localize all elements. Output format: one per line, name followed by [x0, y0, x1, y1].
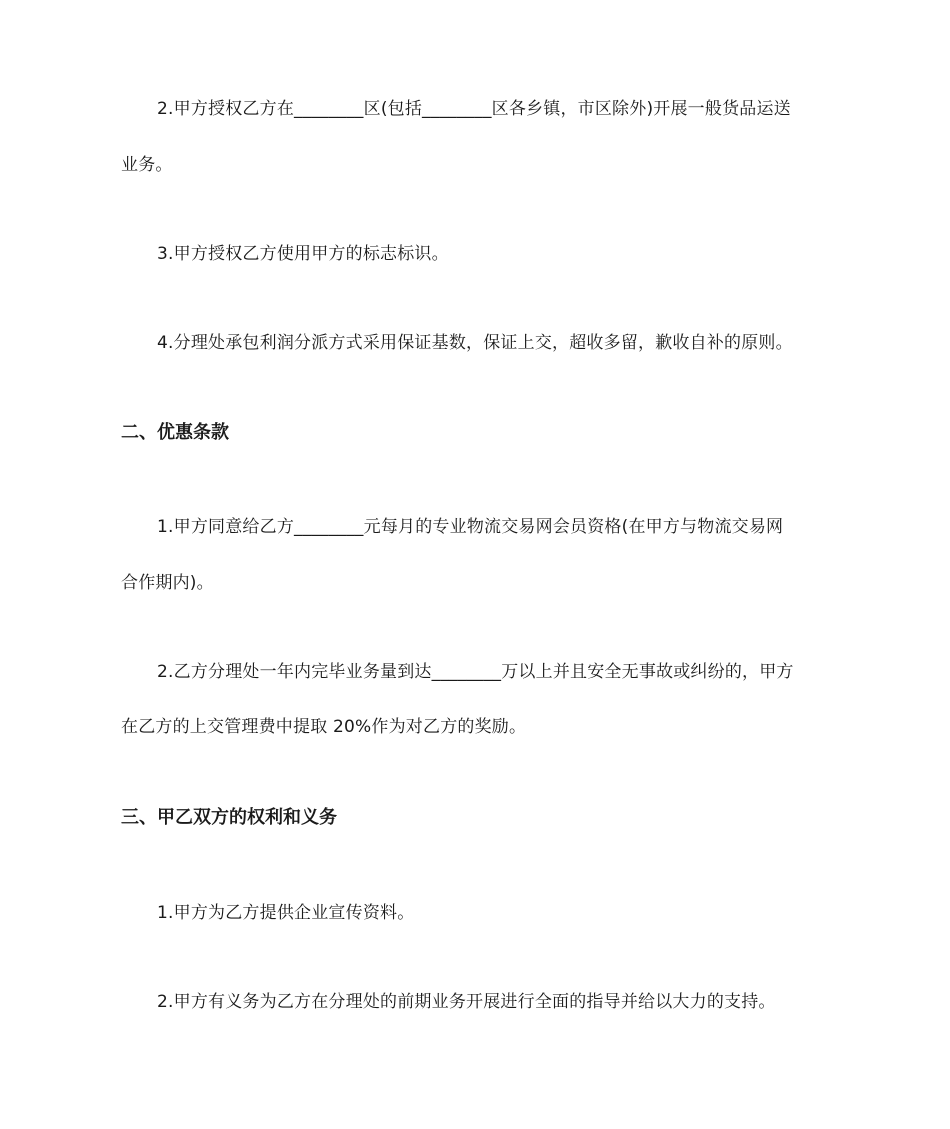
clause-3: 3.甲方授权乙方使用甲方的标志标识。: [157, 244, 449, 264]
section-2-clause-2-line-1: 2.乙方分理处一年内完毕业务量到达________万以上并且安全无事故或纠纷的，甲方: [157, 662, 794, 682]
section-3-clause-2: 2.甲方有义务为乙方在分理处的前期业务开展进行全面的指导并给以大力的支持。: [157, 992, 776, 1012]
clause-4: 4.分理处承包利润分派方式采用保证基数，保证上交，超收多留，歉收自补的原则。: [157, 333, 793, 353]
section-2-clause-1-line-1: 1.甲方同意给乙方________元每月的专业物流交易网会员资格(在甲方与物流交易网: [157, 517, 784, 537]
section-2-title: 二、优惠条款: [121, 422, 229, 443]
clause-2-line-1: 2.甲方授权乙方在________区(包括________区各乡镇，市区除外)开展一般货品运送: [157, 99, 791, 119]
section-3-title: 三、甲乙双方的权利和义务: [121, 807, 337, 828]
section-2-clause-1-line-2: 合作期内)。: [121, 573, 214, 593]
clause-2-line-2: 业务。: [121, 155, 173, 175]
section-2-clause-2-line-2: 在乙方的上交管理费中提取 20%作为对乙方的奖励。: [121, 717, 527, 737]
section-3-clause-1: 1.甲方为乙方提供企业宣传资料。: [157, 903, 415, 923]
